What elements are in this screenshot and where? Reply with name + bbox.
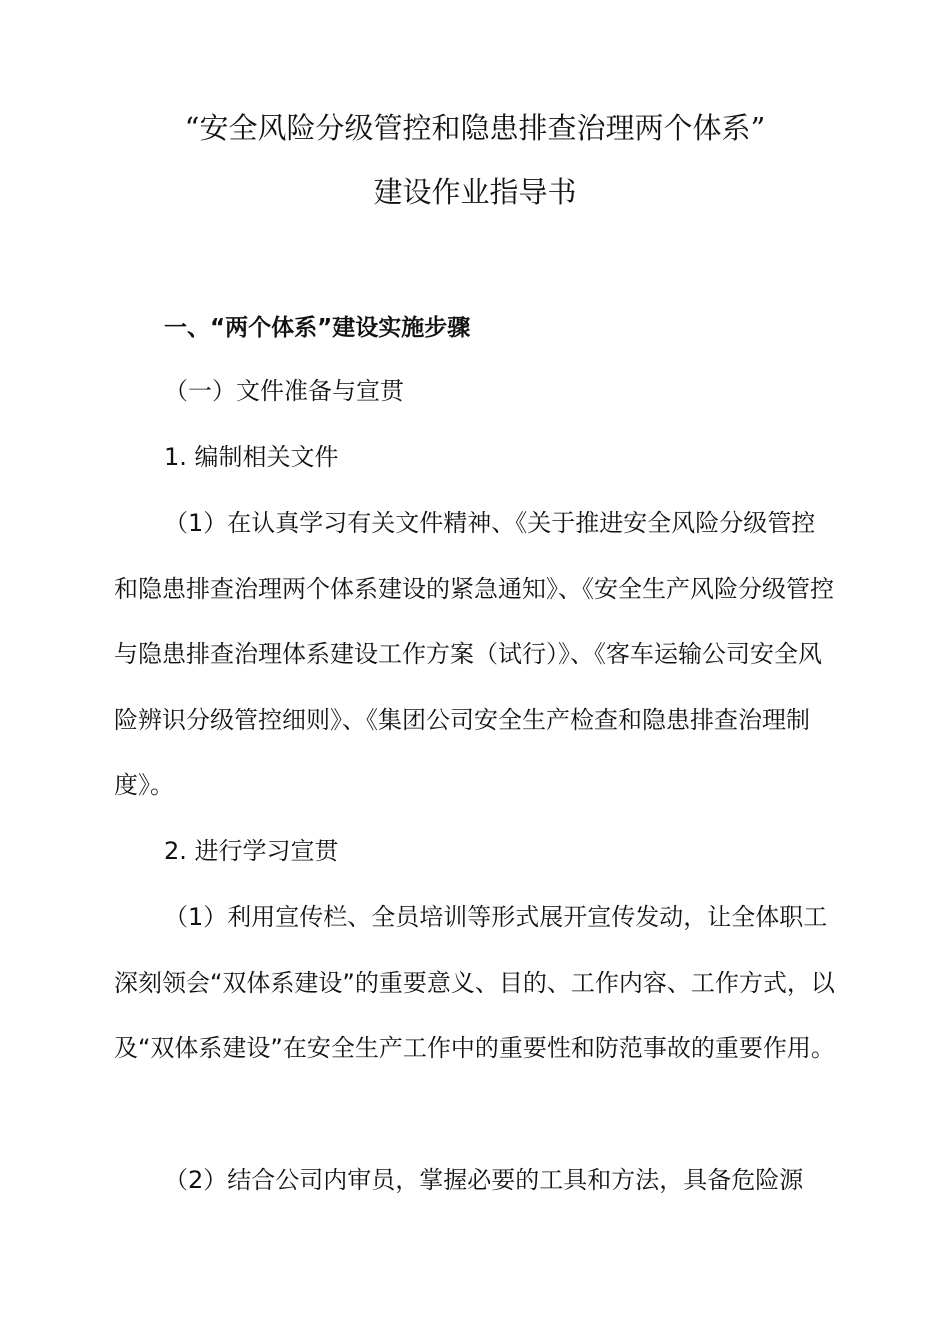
paragraph-1: （1）在认真学习有关文件精神、《关于推进安全风险分级管控和隐患排查治理两个体系建设的紧急通知》、《安全生产风险分级管控与隐患排查治理体系建设工作方案（试行）》、《客车运输公司安全风险辨识分级管控细则》、《集团公司安全生产检查和隐患排查治理制度》。	[114, 509, 834, 799]
list-item-1: 1. 编制相关文件	[164, 443, 339, 471]
document-title-line-2: 建设作业指导书	[373, 175, 577, 209]
list-item-2: 2. 进行学习宣贯	[164, 837, 339, 865]
sub-heading: （一）文件准备与宣贯	[164, 377, 404, 405]
section-heading: 一、“两个体系”建设实施步骤	[164, 315, 471, 341]
document-title-line-1: “安全风险分级管控和隐患排查治理两个体系”	[184, 111, 766, 145]
paragraph-3: （2）结合公司内审员，掌握必要的工具和方法，具备危险源	[164, 1166, 804, 1194]
paragraph-2: （1）利用宣传栏、全员培训等形式展开宣传发动，让全体职工深刻领会“双体系建设”的重要意义、目的、工作内容、工作方式，以及“双体系建设”在安全生产工作中的重要性和防范事故的重要作用。	[114, 903, 835, 1062]
